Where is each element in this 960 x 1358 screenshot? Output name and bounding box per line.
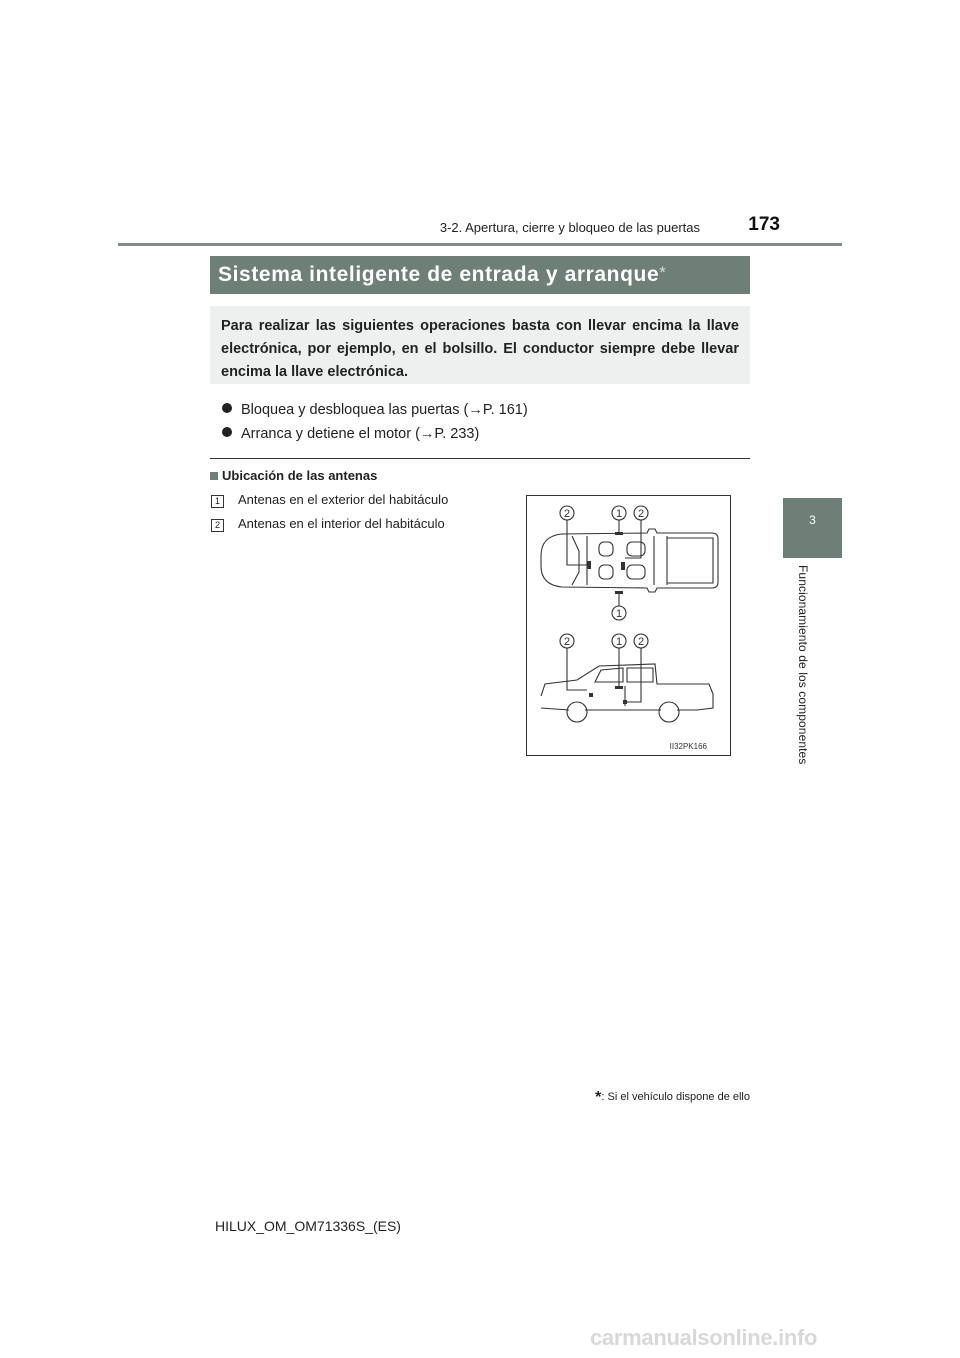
bullet-item: [222, 426, 479, 442]
chapter-tab-label: Funcionamiento de los componentes: [796, 565, 810, 765]
callout-label: 2: [563, 636, 571, 648]
callout-label: 1: [615, 636, 623, 648]
rear-wheel: [659, 702, 679, 722]
seat-rear-left: [627, 542, 645, 556]
callout-label: 2: [637, 636, 645, 648]
title-asterisk: *: [659, 263, 667, 282]
antenna-location-diagram: [526, 495, 731, 756]
bullet-text: Bloquea y desbloquea las puertas (→P. 161): [241, 402, 528, 418]
chapter-tab: [783, 498, 842, 558]
section-title-bar: [210, 256, 750, 294]
legend-text: Antenas en el exterior del habitáculo: [238, 492, 449, 507]
document-code: HILUX_OM_OM71336S_(ES): [215, 1218, 401, 1234]
watermark: carmanualsonline.info: [590, 1325, 818, 1350]
seat-rear-right: [627, 565, 645, 579]
legend-number: 1: [211, 495, 224, 508]
chapter-tab-number: 3: [809, 513, 816, 527]
footnote-asterisk: *: [595, 1089, 602, 1106]
antenna-heading: [210, 468, 377, 483]
bullet-dot-icon: [222, 427, 232, 437]
cab-bed-lines: [587, 536, 713, 585]
seat-front-left: [599, 542, 613, 556]
legend-item: [211, 516, 445, 532]
footnote-text: : Si el vehículo dispone de ello: [601, 1091, 750, 1103]
bullet-text: Arranca y detiene el motor (→P. 233): [241, 426, 480, 442]
seat-front-right: [599, 565, 613, 579]
side-windows: [595, 668, 653, 682]
legend-number: 2: [211, 519, 224, 532]
footnote: [540, 1089, 750, 1107]
section-title: Sistema inteligente de entrada y arranque: [218, 263, 660, 286]
intro-box: Para realizar las siguientes operaciones basta con llevar encima la llave electrónica, por ejemplo, en el bolsillo. El conductor siempre debe llevar encima la llave electrónica.: [210, 306, 750, 384]
callout-label: 1: [615, 608, 623, 620]
callout-label: 2: [563, 508, 571, 520]
antenna-heading-text: Ubicación de las antenas: [222, 468, 378, 483]
header-rule: [118, 243, 842, 246]
header-section-title: 3-2. Apertura, cierre y bloqueo de las puertas: [439, 220, 700, 235]
diagram-code: II32PK166: [669, 742, 707, 751]
callout-label: 2: [637, 508, 645, 520]
bullet-item: [222, 402, 528, 418]
legend-text: Antenas en el interior del habitáculo: [238, 516, 445, 531]
windshield-line: [572, 536, 579, 585]
callout-label: 1: [615, 508, 623, 520]
vehicle-diagram-svg: [527, 496, 730, 755]
section-divider: [210, 458, 750, 459]
square-bullet-icon: [210, 472, 218, 480]
front-wheel: [567, 702, 587, 722]
bullet-dot-icon: [222, 403, 232, 413]
legend-item: [211, 492, 448, 508]
page-number: 173: [748, 214, 780, 235]
